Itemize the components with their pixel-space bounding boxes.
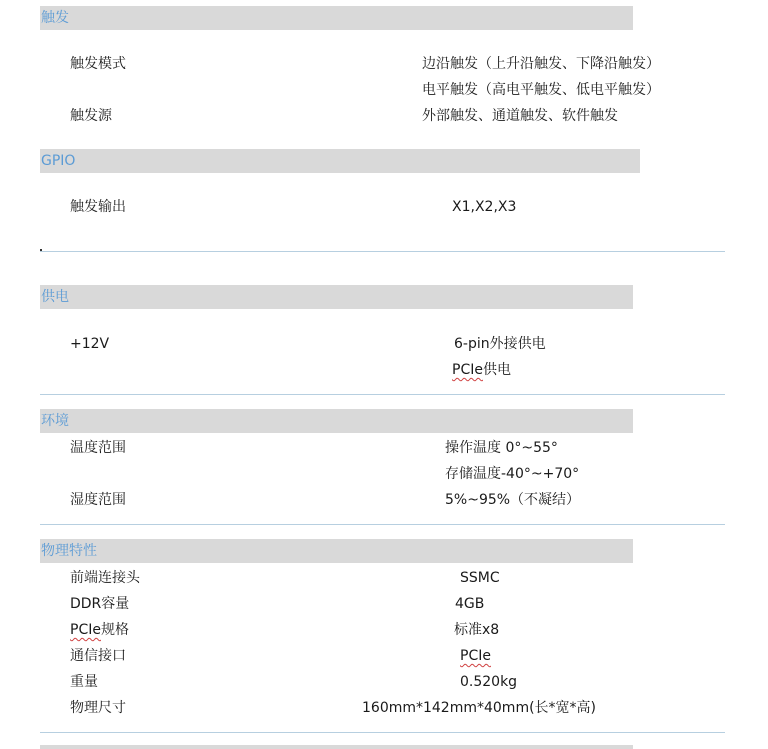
pcie-spec-label-prefix: PCIe xyxy=(70,622,101,638)
divider-gpio xyxy=(40,251,725,252)
weight-label: 重量 xyxy=(70,674,98,690)
section-title-environment: 环境 xyxy=(41,413,69,429)
divider-environment xyxy=(40,524,725,525)
gpio-output-label: 触发输出 xyxy=(70,199,126,215)
trigger-source-label: 触发源 xyxy=(70,108,112,124)
section-title-gpio: GPIO xyxy=(41,153,76,169)
temperature-range-value-2: 存储温度-40°~+70° xyxy=(445,466,580,482)
humidity-range-label: 湿度范围 xyxy=(70,492,126,508)
section-title-power: 供电 xyxy=(41,289,69,305)
power-label: +12V xyxy=(70,336,110,352)
weight-value: 0.520kg xyxy=(460,674,518,690)
power-value-2-prefix: PCIe xyxy=(452,362,483,378)
divider-power xyxy=(40,394,725,395)
connector-value: SSMC xyxy=(460,570,500,586)
temperature-range-value-1: 操作温度 0°~55° xyxy=(445,440,558,456)
power-value-2 xyxy=(452,361,511,379)
pcie-spec-label-suffix: 规格 xyxy=(100,622,129,638)
trigger-source-value: 外部触发、通道触发、软件触发 xyxy=(422,108,618,124)
trigger-mode-value-2: 电平触发（高电平触发、低电平触发） xyxy=(422,82,660,98)
section-header-power xyxy=(40,285,633,309)
power-value-2-suffix: 供电 xyxy=(482,362,511,378)
humidity-range-value: 5%~95%（不凝结） xyxy=(445,492,581,508)
section-header-trigger xyxy=(40,6,633,30)
section-header-next-partial xyxy=(40,745,633,749)
section-header-gpio xyxy=(40,149,640,173)
comm-interface-value-text: PCIe xyxy=(460,648,491,664)
dimensions-label: 物理尺寸 xyxy=(70,700,126,716)
ddr-capacity-label: DDR容量 xyxy=(70,596,130,612)
trigger-mode-label: 触发模式 xyxy=(70,56,126,72)
section-title-trigger: 触发 xyxy=(41,10,69,26)
power-value-1: 6-pin外接供电 xyxy=(454,336,546,352)
pcie-spec-label xyxy=(70,621,129,639)
gpio-output-value: X1,X2,X3 xyxy=(452,199,517,215)
divider-physical xyxy=(40,732,725,733)
dimensions-value: 160mm*142mm*40mm(长*宽*高) xyxy=(362,700,597,716)
comm-interface-label: 通信接口 xyxy=(70,648,126,664)
ddr-capacity-value: 4GB xyxy=(455,596,485,612)
temperature-range-label: 温度范围 xyxy=(70,440,126,456)
pcie-spec-value: 标准x8 xyxy=(454,622,500,638)
connector-label: 前端连接头 xyxy=(70,570,140,586)
section-header-physical xyxy=(40,539,633,563)
section-header-environment xyxy=(40,409,633,433)
comm-interface-value xyxy=(460,647,491,665)
trigger-mode-value-1: 边沿触发（上升沿触发、下降沿触发） xyxy=(422,56,660,72)
section-title-physical: 物理特性 xyxy=(41,543,97,559)
